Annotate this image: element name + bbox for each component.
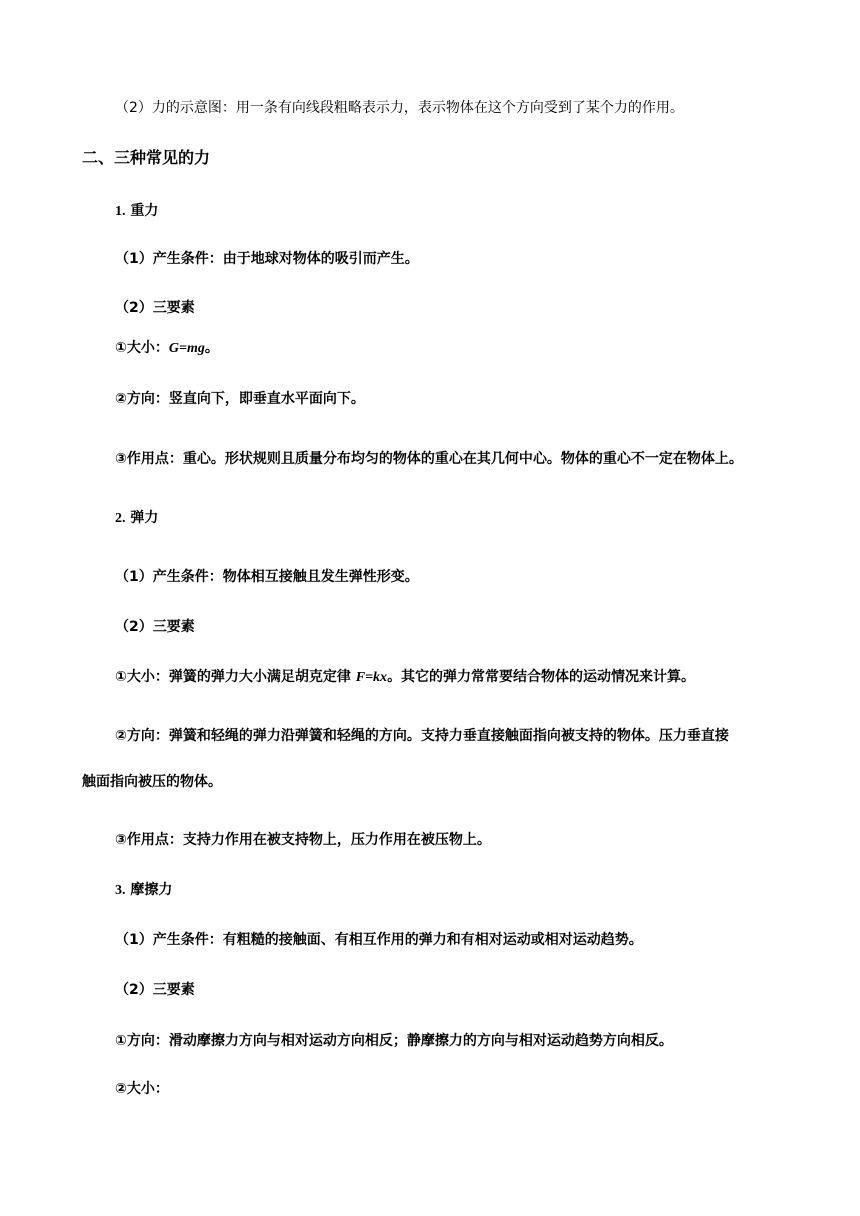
elastic-direction-line-1: ②方向：弹簧和轻绳的弹力沿弹簧和轻绳的方向。支持力垂直接触面指向被支持的物体。压力垂直接 bbox=[115, 728, 729, 744]
subsection-number: 3. bbox=[115, 883, 126, 898]
subsection-elastic-force bbox=[115, 508, 158, 529]
subsection-gravity bbox=[115, 201, 158, 222]
section-heading-common-forces: 二、三种常见的力 bbox=[82, 148, 211, 167]
gravity-magnitude bbox=[115, 338, 219, 359]
friction-direction: ①方向：滑动摩擦力方向与相对运动方向相反；静摩擦力的方向与相对运动趋势方向相反。 bbox=[115, 1033, 673, 1049]
elastic-magnitude bbox=[115, 667, 695, 688]
hooke-law-formula: F=kx bbox=[355, 670, 388, 685]
subsection-number: 1. bbox=[115, 204, 126, 219]
elastic-three-elements: （2）三要素 bbox=[115, 619, 195, 635]
gravity-magnitude-end: 。 bbox=[204, 340, 219, 356]
elastic-magnitude-rest: 。其它的弹力常常要结合物体的运动情况来计算。 bbox=[387, 669, 696, 685]
gravity-condition: （1）产生条件：由于地球对物体的吸引而产生。 bbox=[115, 251, 419, 267]
elastic-direction-line-2: 触面指向被压的物体。 bbox=[82, 774, 222, 790]
friction-magnitude: ②大小： bbox=[115, 1081, 169, 1097]
subsection-number: 2. bbox=[115, 511, 126, 526]
elastic-magnitude-label: ①大小：弹簧的弹力大小满足胡克定律 bbox=[115, 669, 356, 685]
friction-three-elements: （2）三要素 bbox=[115, 982, 195, 998]
friction-condition: （1）产生条件：有粗糙的接触面、有相互作用的弹力和有相对运动或相对运动趋势。 bbox=[115, 932, 643, 948]
subsection-friction bbox=[115, 880, 172, 901]
subsection-title: 弹力 bbox=[130, 510, 159, 526]
gravity-point-of-action: ③作用点：重心。形状规则且质量分布均匀的物体的重心在其几何中心。物体的重心不一定在物体上。 bbox=[115, 451, 743, 467]
elastic-condition: （1）产生条件：物体相互接触且发生弹性形变。 bbox=[115, 569, 419, 585]
force-diagram-definition: （2）力的示意图：用一条有向线段粗略表示力，表示物体在这个方向受到了某个力的作用。 bbox=[115, 100, 684, 116]
gravity-formula: G=mg bbox=[168, 341, 205, 356]
gravity-three-elements: （2）三要素 bbox=[115, 300, 195, 316]
gravity-direction: ②方向：竖直向下，即垂直水平面向下。 bbox=[115, 391, 365, 407]
gravity-magnitude-label: ①大小： bbox=[115, 340, 169, 356]
subsection-title: 摩擦力 bbox=[130, 882, 173, 898]
subsection-title: 重力 bbox=[130, 203, 159, 219]
elastic-point-of-action: ③作用点：支持力作用在被支持物上，压力作用在被压物上。 bbox=[115, 832, 491, 848]
